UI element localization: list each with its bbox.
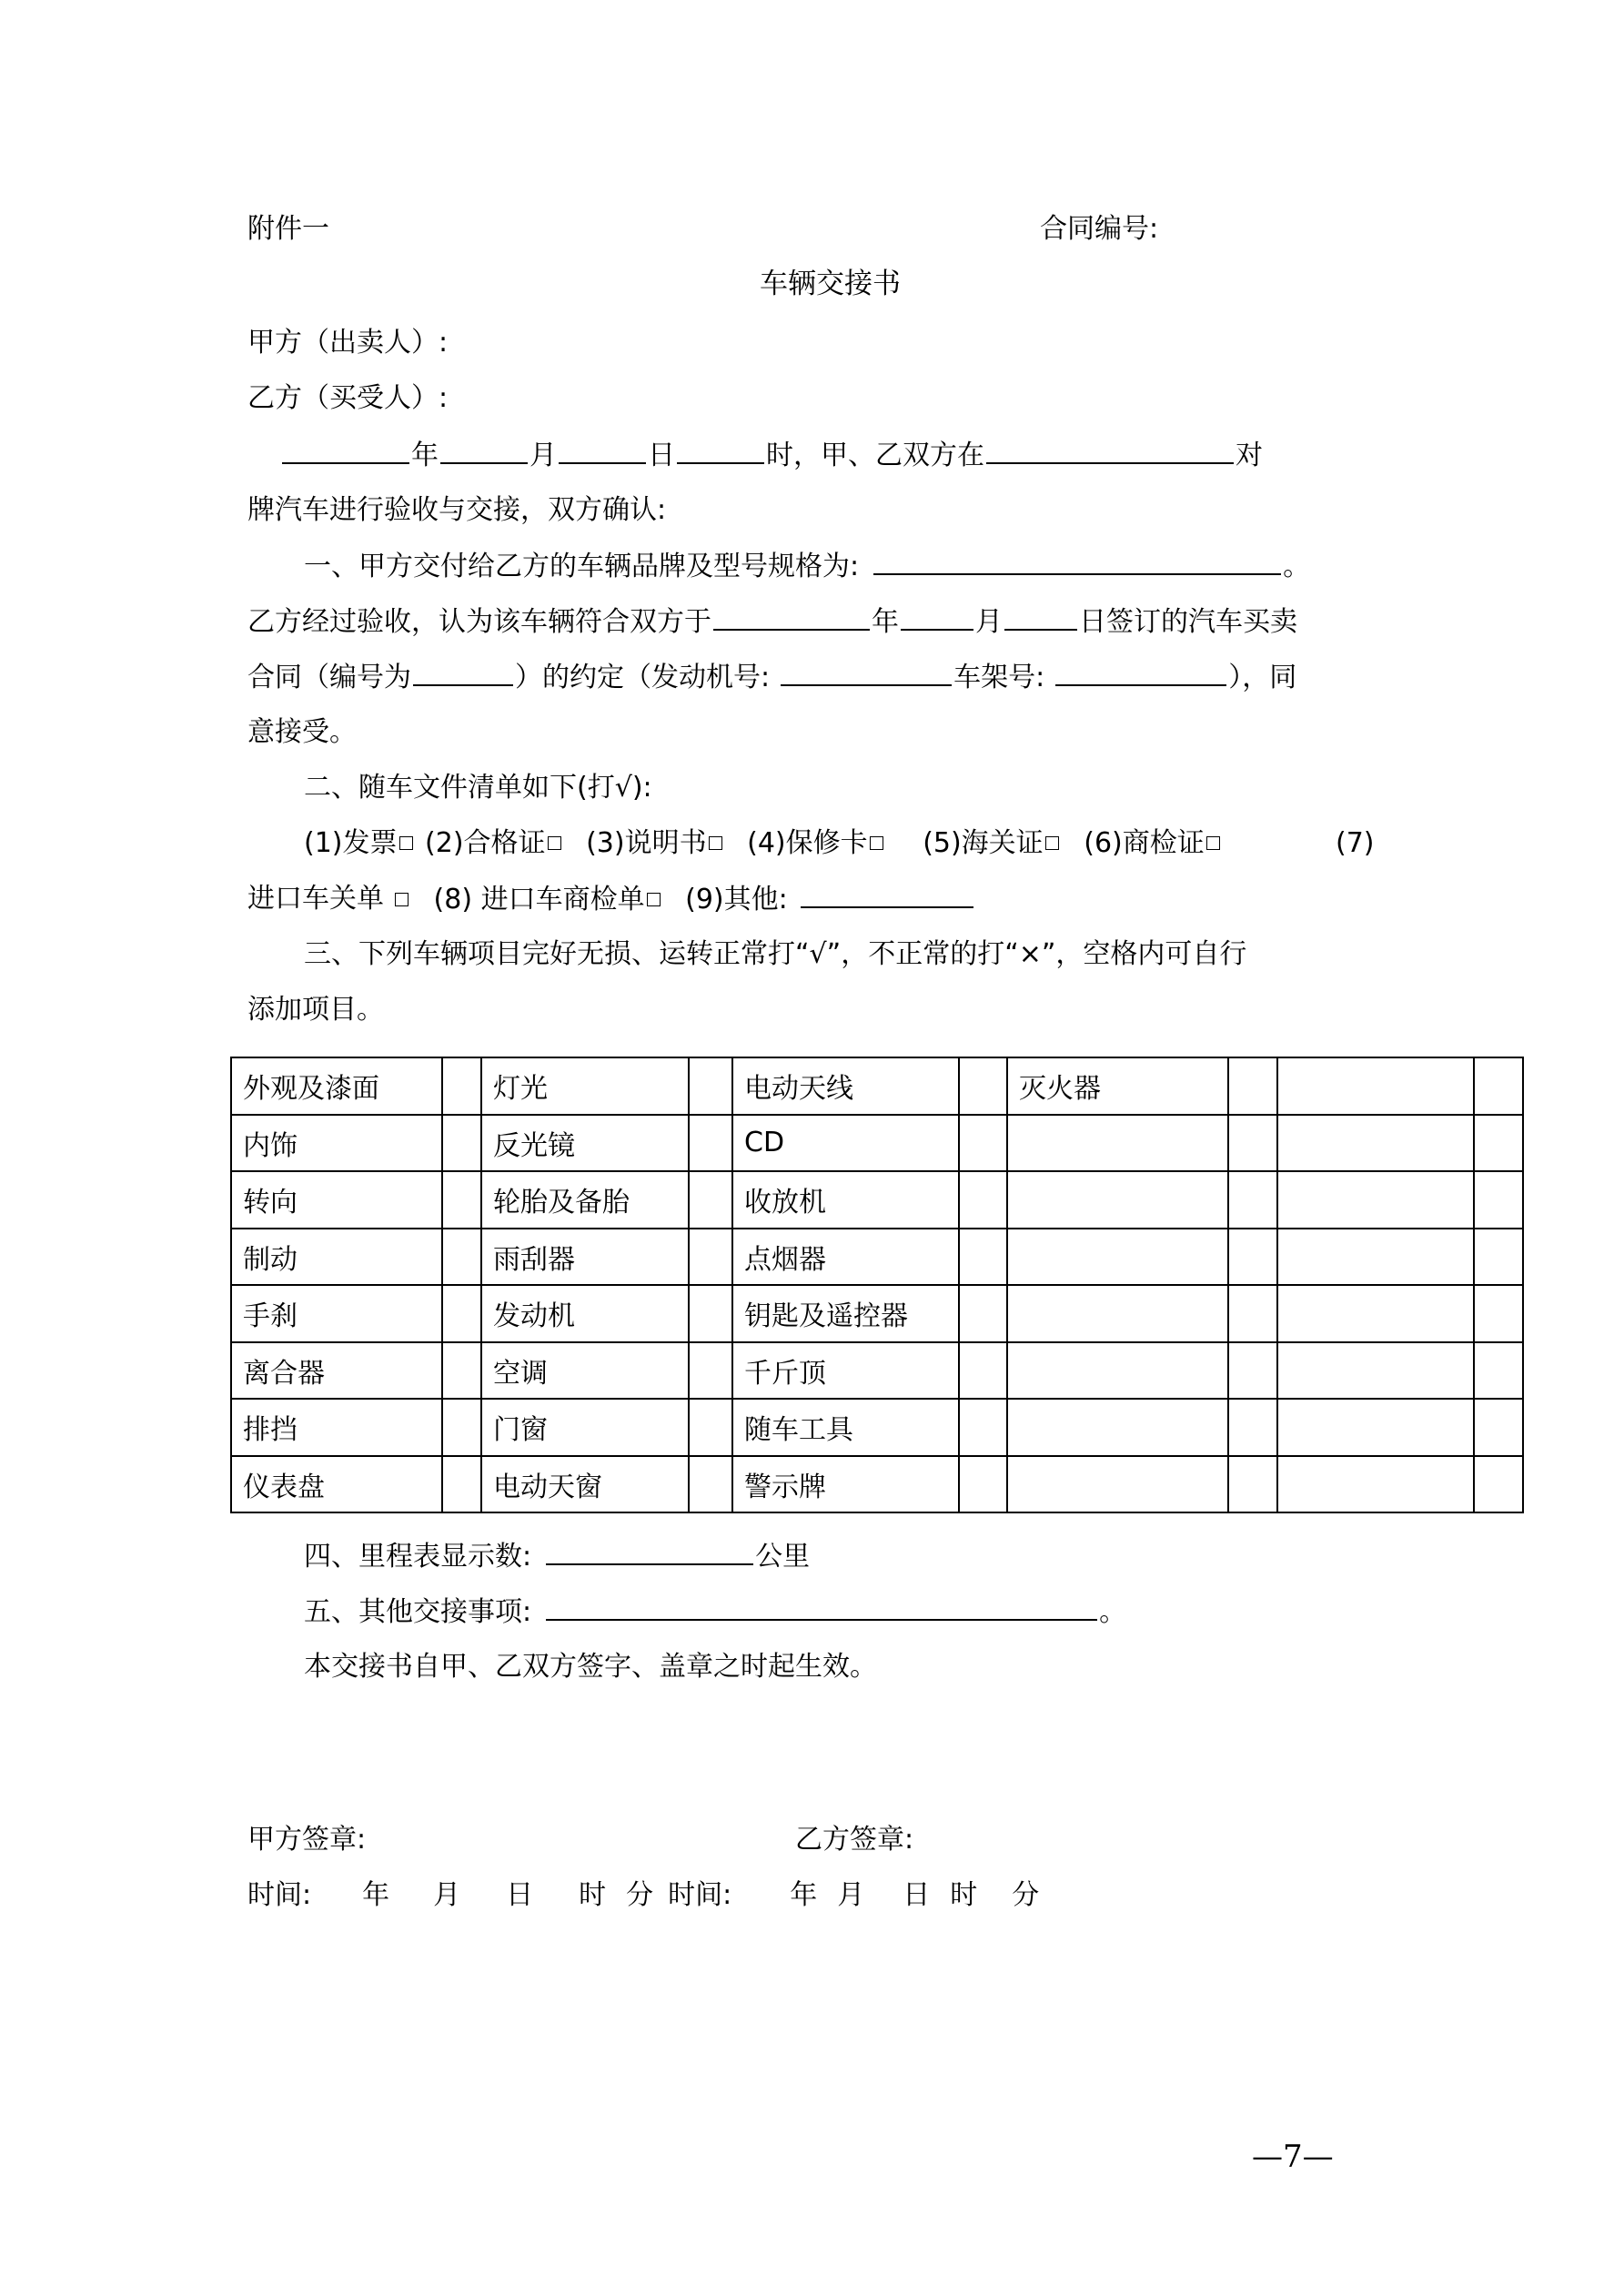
inspection-check-cell[interactable]	[959, 1115, 1007, 1172]
inspection-item: 转向	[231, 1171, 442, 1229]
inspection-check-cell[interactable]	[959, 1399, 1007, 1456]
brand-model-blank[interactable]	[873, 548, 1281, 575]
inspection-item: 轮胎及备胎	[481, 1171, 689, 1229]
section-1-text-b: 日签订的汽车买卖	[1079, 606, 1297, 638]
inspection-check-cell[interactable]	[442, 1342, 481, 1400]
inspection-item: 随车工具	[732, 1399, 959, 1456]
month-blank[interactable]	[440, 437, 528, 464]
contract-month-text: 月	[975, 606, 1003, 638]
inspection-check-cell[interactable]	[1474, 1171, 1523, 1229]
doc-manual-checkbox[interactable]	[709, 836, 722, 850]
inspection-check-cell[interactable]	[959, 1057, 1007, 1115]
contract-number-text: 合同（编号为	[247, 662, 411, 693]
inspection-check-cell[interactable]	[442, 1115, 481, 1172]
inspection-item-empty[interactable]	[1277, 1115, 1474, 1172]
party-a-time-label: 时间:	[247, 1879, 312, 1911]
doc-other-label: (9)其他:	[685, 884, 788, 915]
section-1-line-1	[304, 548, 1310, 585]
inspection-item-empty[interactable]	[1277, 1399, 1474, 1456]
year-blank[interactable]	[282, 437, 409, 464]
hour-location-text: 时，甲、乙双方在	[766, 440, 984, 471]
hour-blank[interactable]	[677, 437, 764, 464]
inspection-item: 内饰	[231, 1115, 442, 1172]
other-matters-blank[interactable]	[546, 1593, 1097, 1621]
doc-warranty-checkbox[interactable]	[870, 836, 883, 850]
inspection-check-cell[interactable]	[1474, 1456, 1523, 1513]
party-b-label: 乙方（买受人）:	[247, 382, 449, 414]
odometer-unit: 公里	[755, 1541, 811, 1573]
party-b-month: 月	[837, 1879, 865, 1911]
section-1-line-3	[247, 659, 1296, 696]
inspection-check-cell[interactable]	[1474, 1115, 1523, 1172]
inspection-item-empty[interactable]	[1277, 1342, 1474, 1400]
party-a-label: 甲方（出卖人）:	[247, 327, 449, 359]
inspection-check-cell[interactable]	[1474, 1399, 1523, 1456]
doc-invoice-label: (1)发票	[304, 827, 398, 859]
doc-import-customs-full-label	[247, 881, 384, 917]
party-a-month: 月	[433, 1879, 461, 1911]
odometer-blank[interactable]	[546, 1538, 753, 1565]
inspection-check-cell[interactable]	[689, 1399, 732, 1456]
table-row	[231, 1115, 1523, 1172]
inspection-item-empty[interactable]	[1007, 1285, 1228, 1342]
contract-month-blank[interactable]	[901, 603, 973, 631]
inspection-check-cell[interactable]	[1228, 1456, 1277, 1513]
section-3-line-1: 三、下列车辆项目完好无损、运转正常打“√”，不正常的打“×”，空格内可自行	[304, 938, 1247, 970]
inspection-check-cell[interactable]	[442, 1285, 481, 1342]
other-matters-period: 。	[1099, 1596, 1127, 1628]
inspection-item: 反光镜	[481, 1115, 689, 1172]
inspection-item: 外观及漆面	[231, 1057, 442, 1115]
doc-inspection-label: (6)商检证	[1084, 827, 1205, 859]
inspection-check-cell[interactable]	[689, 1285, 732, 1342]
inspection-check-cell[interactable]	[1228, 1115, 1277, 1172]
inspection-check-cell[interactable]	[1474, 1342, 1523, 1400]
table-row	[231, 1456, 1523, 1513]
table-row	[231, 1171, 1523, 1229]
inspection-check-cell[interactable]	[689, 1057, 732, 1115]
inspection-item: 电动天窗	[481, 1456, 689, 1513]
inspection-check-cell[interactable]	[689, 1171, 732, 1229]
inspection-check-cell[interactable]	[689, 1342, 732, 1400]
doc-import-inspection-label: (8) 进口车商检单	[433, 884, 645, 915]
party-a-hour: 时	[579, 1879, 607, 1911]
inspection-check-cell[interactable]	[1228, 1171, 1277, 1229]
inspection-check-cell[interactable]	[442, 1229, 481, 1286]
document-title: 车辆交接书	[760, 268, 901, 300]
party-b-time-label: 时间:	[668, 1879, 732, 1911]
inspection-table	[230, 1057, 1524, 1513]
section-5-line	[304, 1593, 1126, 1631]
inspection-item: 发动机	[481, 1285, 689, 1342]
inspection-check-cell[interactable]	[1474, 1229, 1523, 1286]
inspection-item: 制动	[231, 1229, 442, 1286]
inspection-item-empty[interactable]	[1277, 1229, 1474, 1286]
section-4-line	[304, 1538, 810, 1575]
doc-import-inspection-checkbox[interactable]	[647, 893, 661, 906]
doc-invoice-checkbox[interactable]	[399, 836, 413, 850]
location-blank[interactable]	[986, 437, 1234, 464]
contract-number-label: 合同编号:	[1040, 213, 1159, 245]
effective-clause: 本交接书自甲、乙双方签字、盖章之时起生效。	[304, 1651, 877, 1683]
contract-number-blank[interactable]	[413, 659, 513, 686]
section-1-text-a: 乙方经过验收，认为该车辆符合双方于	[247, 606, 711, 638]
section-2-heading: 二、随车文件清单如下(打√):	[304, 772, 652, 804]
inspection-item: 灭火器	[1007, 1057, 1228, 1115]
inspection-check-cell[interactable]	[959, 1171, 1007, 1229]
party-b-minute: 分	[1012, 1879, 1040, 1911]
doc-import-customs-label: 进口车关单	[247, 883, 384, 915]
contract-day-blank[interactable]	[1004, 603, 1077, 631]
party-a-day: 日	[506, 1879, 534, 1911]
signature-time-line	[247, 1877, 1039, 1914]
inspection-check-cell[interactable]	[1228, 1285, 1277, 1342]
inspection-item: 手刹	[231, 1285, 442, 1342]
doc-certificate-label: (2)合格证	[425, 827, 546, 859]
intro-line-2: 牌汽车进行验收与交接，双方确认:	[247, 494, 667, 526]
doc-inspection-checkbox[interactable]	[1206, 836, 1220, 850]
doc-manual-label: (3)说明书	[586, 827, 707, 859]
doc-7-prefix: (7)	[1336, 827, 1375, 859]
inspection-item-empty[interactable]	[1007, 1456, 1228, 1513]
contract-year-text: 年	[872, 606, 899, 638]
inspection-check-cell[interactable]	[442, 1057, 481, 1115]
inspection-item: 收放机	[732, 1171, 959, 1229]
inspection-item: 排挡	[231, 1399, 442, 1456]
section-1-line-4: 意接受。	[247, 716, 357, 748]
doc-other-blank[interactable]	[801, 881, 973, 908]
inspection-check-cell[interactable]	[1474, 1057, 1523, 1115]
section-1-line-2	[247, 603, 1297, 641]
chassis-number-blank[interactable]	[1055, 659, 1226, 686]
inspection-check-cell[interactable]	[1228, 1342, 1277, 1400]
inspection-item: 灯光	[481, 1057, 689, 1115]
inspection-item: 仪表盘	[231, 1456, 442, 1513]
table-row	[231, 1399, 1523, 1456]
year-text: 年	[411, 440, 439, 471]
party-b-day: 日	[903, 1879, 931, 1911]
inspection-item: 警示牌	[732, 1456, 959, 1513]
inspection-check-cell[interactable]	[1228, 1229, 1277, 1286]
inspection-item-empty[interactable]	[1007, 1171, 1228, 1229]
inspection-check-cell[interactable]	[1228, 1057, 1277, 1115]
inspection-check-cell[interactable]	[442, 1399, 481, 1456]
inspection-check-cell[interactable]	[959, 1285, 1007, 1342]
doc-import-customs-checkbox[interactable]	[395, 893, 409, 906]
inspection-item: 点烟器	[732, 1229, 959, 1286]
inspection-check-cell[interactable]	[689, 1115, 732, 1172]
intro-tail-text: 对	[1236, 440, 1263, 471]
inspection-item: 空调	[481, 1342, 689, 1400]
inspection-check-cell[interactable]	[1474, 1285, 1523, 1342]
section-1-heading: 一、甲方交付给乙方的车辆品牌及型号规格为:	[304, 551, 860, 582]
engine-number-blank[interactable]	[781, 659, 952, 686]
page-number: —7—	[1252, 2139, 1334, 2175]
party-b-year: 年	[790, 1879, 818, 1911]
section-2-docs-line-1	[304, 825, 1224, 862]
party-a-year: 年	[362, 1879, 390, 1911]
inspection-item: 门窗	[481, 1399, 689, 1456]
inspection-item-empty[interactable]	[1277, 1285, 1474, 1342]
inspection-check-cell[interactable]	[689, 1456, 732, 1513]
inspection-item-empty[interactable]	[1007, 1342, 1228, 1400]
table-row	[231, 1057, 1523, 1115]
chassis-number-text: 车架号:	[953, 662, 1045, 693]
odometer-label: 四、里程表显示数:	[304, 1541, 532, 1573]
table-row	[231, 1285, 1523, 1342]
inspection-item-empty[interactable]	[1277, 1171, 1474, 1229]
doc-customs-checkbox[interactable]	[1045, 836, 1059, 850]
attachment-label: 附件一	[247, 213, 329, 245]
inspection-check-cell[interactable]	[1228, 1399, 1277, 1456]
doc-customs-label: (5)海关证	[923, 827, 1044, 859]
party-a-signature-label: 甲方签章:	[247, 1824, 367, 1856]
table-row	[231, 1342, 1523, 1400]
section-1-text-d: ），同	[1228, 662, 1297, 693]
party-b-signature-label: 乙方签章:	[795, 1824, 914, 1856]
day-text: 日	[648, 440, 675, 471]
engine-number-text: ）的约定（发动机号:	[515, 662, 771, 693]
inspection-item: 千斤顶	[732, 1342, 959, 1400]
month-text: 月	[530, 440, 557, 471]
party-a-minute: 分	[626, 1879, 654, 1911]
section-1-period: 。	[1283, 551, 1311, 582]
section-2-docs-line-2	[393, 881, 975, 918]
section-3-line-2: 添加项目。	[247, 994, 384, 1026]
intro-line-1	[280, 437, 1263, 474]
inspection-item-empty[interactable]	[1277, 1057, 1474, 1115]
inspection-item-empty[interactable]	[1007, 1399, 1228, 1456]
inspection-item: 雨刮器	[481, 1229, 689, 1286]
party-b-hour: 时	[950, 1879, 978, 1911]
inspection-item-empty[interactable]	[1007, 1229, 1228, 1286]
inspection-check-cell[interactable]	[442, 1456, 481, 1513]
doc-certificate-checkbox[interactable]	[548, 836, 561, 850]
other-matters-label: 五、其他交接事项:	[304, 1596, 532, 1628]
inspection-item-empty[interactable]	[1007, 1115, 1228, 1172]
inspection-item: 钥匙及遥控器	[732, 1285, 959, 1342]
contract-year-blank[interactable]	[713, 603, 870, 631]
day-blank[interactable]	[559, 437, 646, 464]
inspection-check-cell[interactable]	[959, 1342, 1007, 1400]
inspection-check-cell[interactable]	[689, 1229, 732, 1286]
inspection-item: CD	[732, 1115, 959, 1172]
table-row	[231, 1229, 1523, 1286]
doc-warranty-label: (4)保修卡	[747, 827, 868, 859]
inspection-item-empty[interactable]	[1277, 1456, 1474, 1513]
inspection-check-cell[interactable]	[959, 1456, 1007, 1513]
inspection-item: 电动天线	[732, 1057, 959, 1115]
inspection-check-cell[interactable]	[442, 1171, 481, 1229]
doc-import-customs-label-prefix	[1336, 825, 1375, 862]
inspection-check-cell[interactable]	[959, 1229, 1007, 1286]
inspection-item: 离合器	[231, 1342, 442, 1400]
